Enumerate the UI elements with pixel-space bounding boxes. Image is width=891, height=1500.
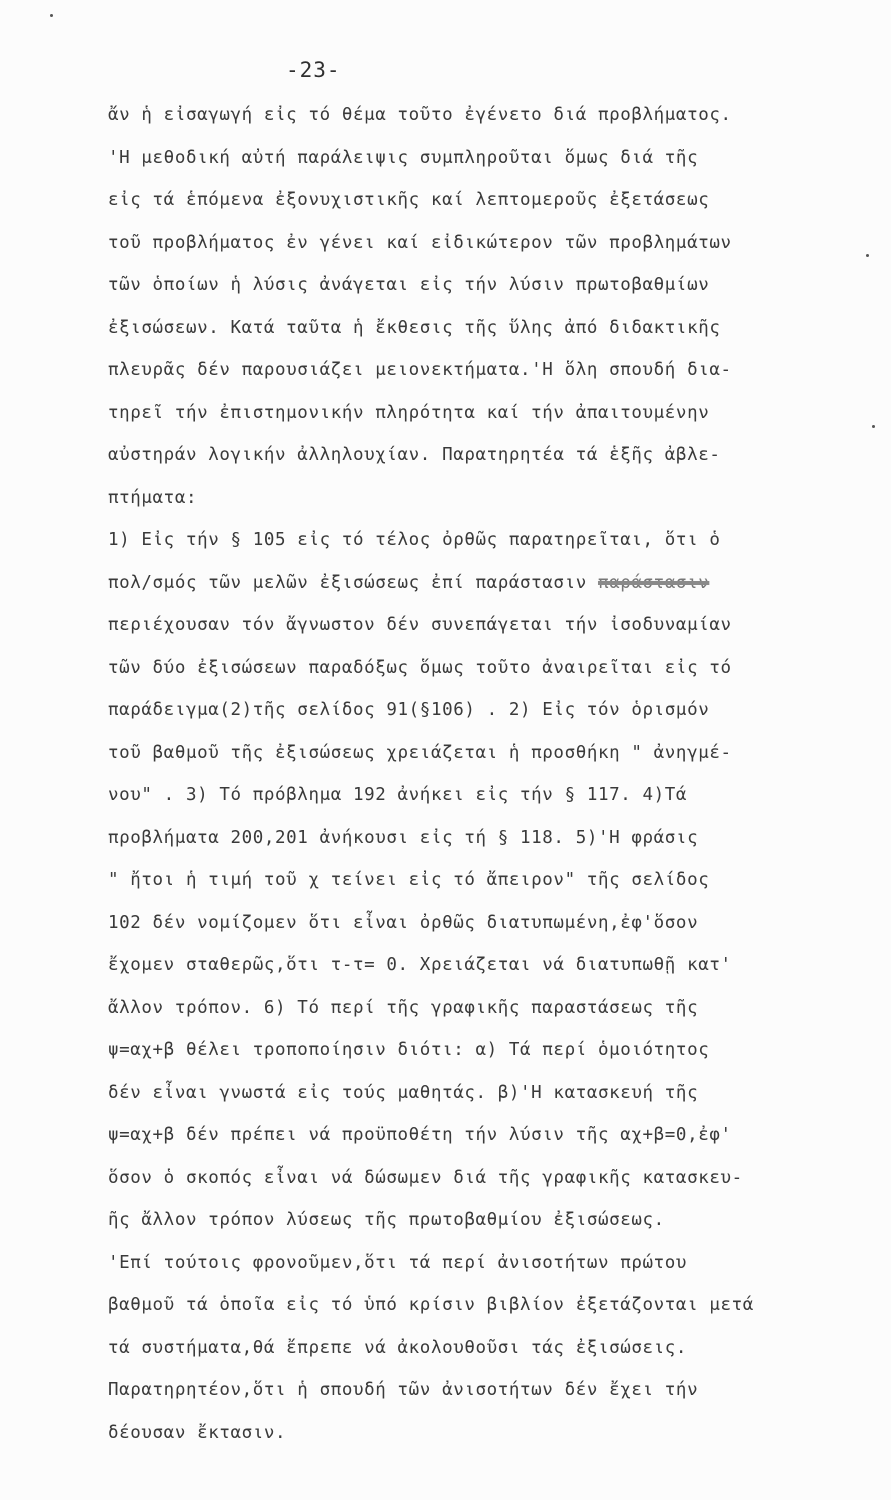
text-line: ῆς ἄλλον τρόπον λύσεως τῆς πρωτοβαθμίου ἐξισώσεως. [108, 1210, 665, 1230]
text-line: ὅσον ὁ σκοπός εἶναι νά δώσωμεν διά τῆς γραφικῆς κατασκευ- [108, 1167, 743, 1188]
text-line: τῶν δύο ἐξισώσεων παραδόξως ὅμως τοῦτο ἀναιρεῖται εἰς τό [108, 657, 732, 678]
text-line: δέν εἶναι γνωστά εἰς τούς μαθητάς. β)'Η κατασκευή τῆς [108, 1082, 699, 1103]
text-line: περιέχουσαν τόν ἄγνωστον δέν συνεπάγεται τήν ἰσοδυναμίαν [108, 615, 732, 635]
text-line: 'Επί τούτοις φρονοῦμεν,ὅτι τά περί ἀνισοτήτων πρώτου [108, 1252, 688, 1273]
page-number: -23- [286, 58, 341, 82]
text-line: πτήματα: [108, 487, 198, 508]
text-line: τά συστήματα,θά ἔπρεπε νά ἀκολουθοῦσι τάς ἐξισώσεις. [108, 1337, 688, 1358]
struck-out-word: παράστασιν [597, 572, 710, 593]
stray-mark [50, 14, 53, 17]
text-line [108, 562, 888, 605]
text-line: ἄν ἡ εἰσαγωγή εἰς τό θέμα τοῦτο ἐγένετο διά προβλήματος. [108, 105, 732, 125]
text-line: 'Η μεθοδική αὐτή παράλειψις συμπληροῦται ὅμως διά τῆς [108, 147, 699, 168]
text-line: ἄλλον τρόπον. 6) Τό περί τῆς γραφικῆς παραστάσεως τῆς [108, 997, 699, 1018]
text-line: ψ=αχ+β δέν πρέπει νά προϋποθέτη τήν λύσιν τῆς αχ+β=0,ἐφ' [108, 1125, 732, 1145]
text-line: προβλήματα 200,201 ἀνήκουσι εἰς τή § 118. 5)'Η φράσις [108, 827, 699, 848]
typewritten-text [108, 94, 888, 1454]
text-line: παράδειγμα(2)τῆς σελίδος 91(§106) . 2) Εἰς τόν ὁρισμόν [108, 700, 710, 720]
text-line: Παρατηρητέον,ὅτι ἡ σπουδή τῶν ἀνισοτήτων δέν ἔχει τήν [108, 1380, 699, 1400]
text-line: τῶν ὁποίων ἡ λύσις ἀνάγεται εἰς τήν λύσιν πρωτοβαθμίων [108, 275, 710, 295]
text-line: εἰς τά ἑπόμενα ἐξονυχιστικῆς καί λεπτομεροῦς ἐξετάσεως [108, 190, 710, 210]
text-line: 102 δέν νομίζομεν ὅτι εἶναι ὀρθῶς διατυπωμένη,ἐφ'ὅσον [108, 912, 699, 933]
text-line: δέουσαν ἔκτασιν. [108, 1422, 287, 1443]
text-line: " ἤτοι ἡ τιμή τοῦ χ τείνει εἰς τό ἄπειρον" τῆς σελίδος [108, 870, 710, 890]
text-line: νου" . 3) Τό πρόβλημα 192 ἀνήκει εἰς τήν § 117. 4)Τά [108, 785, 688, 805]
text-line: ψ=αχ+β θέλει τροποποίησιν διότι: α) Τά περί ὁμοιότητος [108, 1040, 710, 1060]
text-line: πλευρᾶς δέν παρουσιάζει μειονεκτήματα.'Η ὅλη σπουδή δια- [108, 360, 732, 380]
text-line: ἔχομεν σταθερῶς,ὅτι τ-τ= 0. Χρειάζεται νά διατυπωθῇ κατ' [108, 955, 732, 975]
text-line: βαθμοῦ τά ὁποῖα εἰς τό ὑπό κρίσιν βιβλίον ἐξετάζονται μετά [108, 1295, 754, 1315]
text-line: τοῦ προβλήματος ἐν γένει καί εἰδικώτερον τῶν προβλημάτων [108, 232, 732, 253]
text-line: αὐστηράν λογικήν ἀλληλουχίαν. Παρατηρητέα τά ἑξῆς ἀβλε- [108, 445, 721, 465]
text-line: ἐξισώσεων. Κατά ταῦτα ἡ ἔκθεσις τῆς ὕλης ἀπό διδακτικῆς [108, 317, 721, 338]
text-line: τηρεῖ τήν ἐπιστημονικήν πληρότητα καί τήν ἀπαιτουμένην [108, 402, 710, 423]
text-line: 1) Εἰς τήν § 105 εἰς τό τέλος ὀρθῶς παρατηρεῖται, ὅτι ὁ [108, 530, 721, 550]
text-line: τοῦ βαθμοῦ τῆς ἐξισώσεως χρειάζεται ἡ προσθήκη " ἀνηγμέ- [108, 742, 732, 763]
text-line-content: πολ/σμός τῶν μελῶν ἐξισώσεως ἐπί παράστασιν [108, 572, 587, 593]
